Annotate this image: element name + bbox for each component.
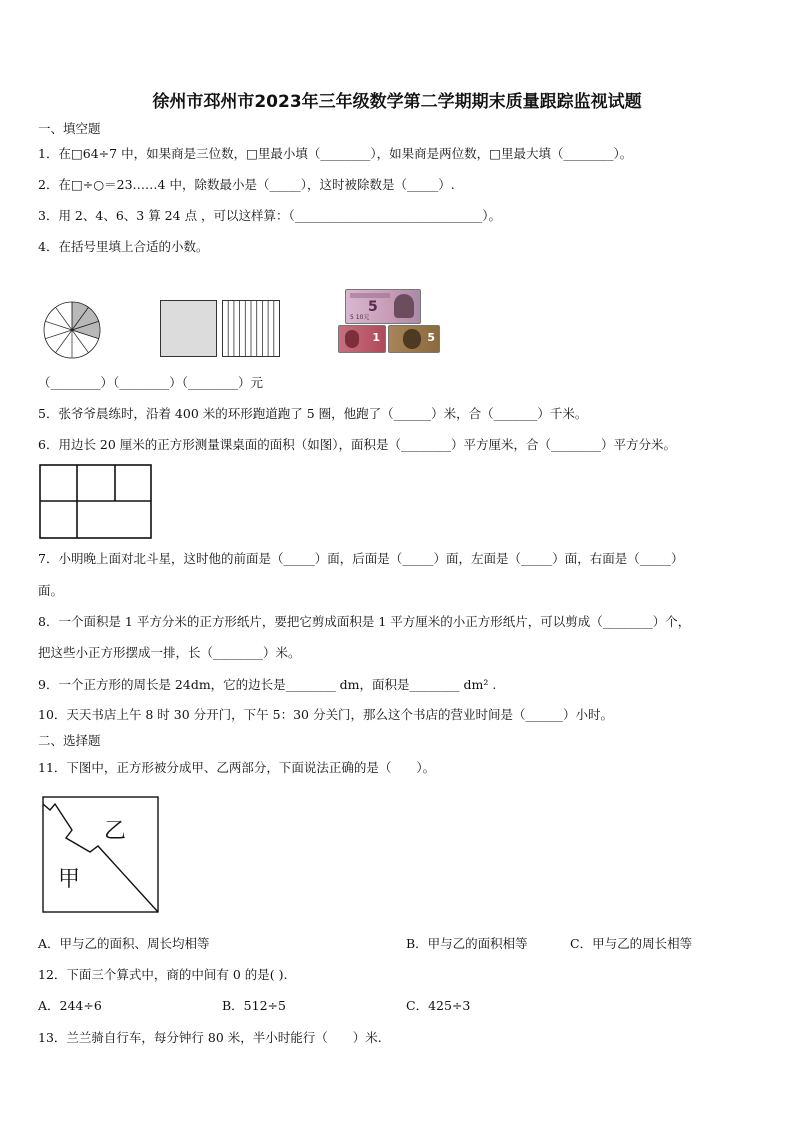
banknote-portrait — [394, 294, 414, 318]
square-split-figure — [42, 796, 160, 914]
circle-fraction-figure — [42, 300, 102, 360]
question-11: 11．下图中，正方形被分成甲、乙两部分，下面说法正确的是（ ）。 — [38, 760, 436, 775]
question-3: 3．用 2、4、6、3 算 24 点 ，可以这样算：（______________________________）。 — [38, 208, 502, 223]
q11-option-a: A．甲与乙的面积、周长均相等 — [38, 936, 210, 951]
page-title: 徐州市邳州市2023年三年级数学第二学期期末质量跟踪监视试题 — [152, 92, 642, 112]
banknote-five-yuan — [345, 289, 421, 324]
question-1: 1．在□64÷7 中，如果商是三位数，□里最小填（________），如果商是两位数，□里最大填（________）。 — [38, 146, 633, 161]
question-6: 6．用边长 20 厘米的正方形测量课桌面的面积（如图），面积是（________）平方厘米，合（________）平方分米。 — [38, 437, 677, 452]
q11-option-c: C．甲与乙的周长相等 — [570, 936, 693, 951]
banknote-bottom-left-value: 1 — [372, 331, 380, 344]
label-jia: 甲 — [58, 867, 81, 892]
question-8-line1: 8．一个面积是 1 平方分米的正方形纸片，要把它剪成面积是 1 平方厘米的小正方形纸片，可以剪成（________）个， — [38, 614, 691, 629]
banknote-one-portrait — [345, 330, 359, 348]
question-7-line2: 面。 — [38, 583, 64, 598]
banknote-top-value: 5 — [368, 299, 378, 315]
question-12: 12．下面三个算式中，商的中间有 0 的是( ). — [38, 967, 288, 982]
label-yi: 乙 — [104, 819, 127, 844]
banknote-top-small: 5 10元 — [350, 314, 370, 321]
question-8-line2: 把这些小正方形摆成一排，长（________）米。 — [38, 645, 301, 660]
question-10: 10．天天书店上午 8 时 30 分开门，下午 5：30 分关门，那么这个书店的营业时间是（______）小时。 — [38, 707, 613, 722]
question-4-answer-row: （________）（________）（________）元 — [38, 375, 264, 390]
banknote-bottom-right-value: 5 — [427, 331, 435, 344]
q11-option-b: B．甲与乙的面积相等 — [406, 936, 528, 951]
question-13: 13．兰兰骑自行车，每分钟行 80 米，半小时能行（ ）米. — [38, 1030, 382, 1045]
q12-option-c: C．425÷3 — [406, 998, 471, 1013]
banknote-five-jiao — [388, 325, 440, 353]
shaded-square-figure — [160, 300, 218, 358]
q12-option-b: B．512÷5 — [222, 998, 286, 1013]
question-4: 4．在括号里填上合适的小数。 — [38, 239, 209, 254]
question-7-line1: 7．小明晚上面对北斗星，这时他的前面是（_____）面，后面是（_____）面，左面是（_____）面，右面是（_____） — [38, 551, 684, 566]
question-2: 2．在□÷○＝23……4 中，除数最小是（_____），这时被除数是（_____）. — [38, 177, 455, 192]
question-5: 5．张爷爷晨练时，沿着 400 米的环形跑道跑了 5 圈，他跑了（______）米，合（_______）千米。 — [38, 406, 588, 421]
section-heading-choice: 二、选择题 — [38, 733, 101, 748]
striped-square-figure — [222, 300, 282, 358]
q12-option-a: A．244÷6 — [38, 998, 102, 1013]
question-9: 9．一个正方形的周长是 24dm，它的边长是________ dm，面积是________ dm² . — [38, 677, 497, 692]
banknote-one-jiao — [338, 325, 386, 353]
section-heading-fill-in: 一、填空题 — [38, 121, 101, 136]
banknote-five-portrait — [403, 329, 421, 349]
desk-tiling-figure — [39, 464, 153, 540]
